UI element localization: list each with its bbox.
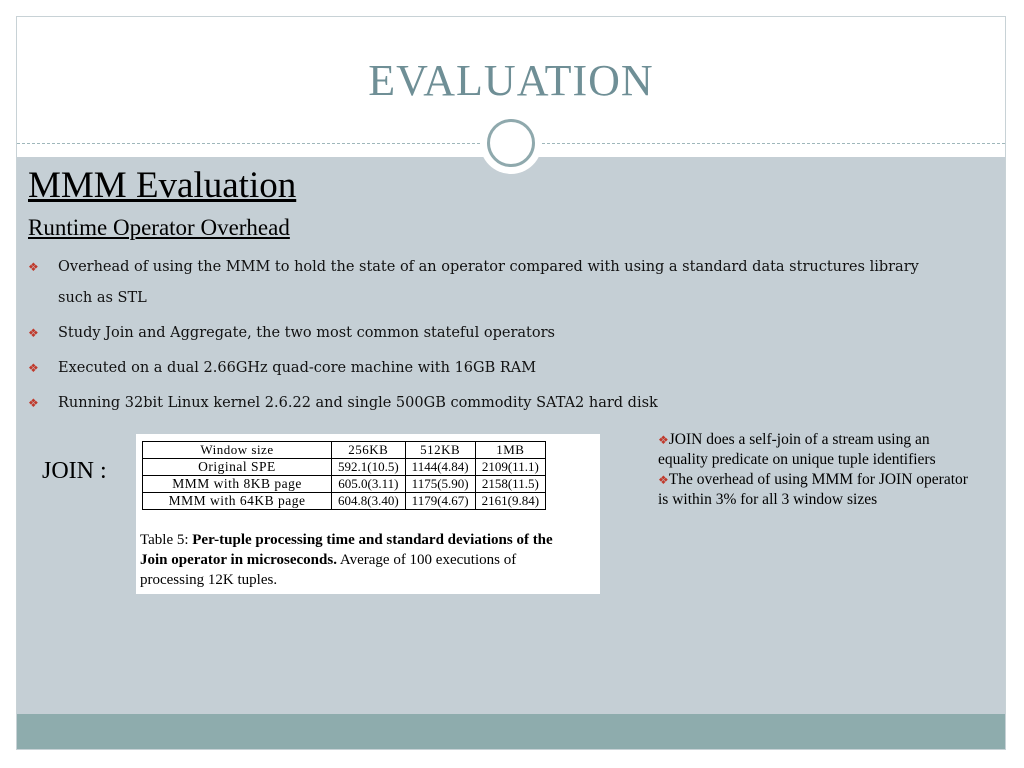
bullet-text: Running 32bit Linux kernel 2.6.22 and single 500GB commodity SATA2 hard disk bbox=[58, 395, 658, 411]
join-label: JOIN : bbox=[42, 458, 107, 484]
results-table-figure bbox=[136, 434, 600, 594]
table-row-label: MMM with 64KB page bbox=[143, 493, 332, 510]
slide-title: EVALUATION bbox=[368, 56, 654, 105]
section-heading: MMM Evaluation bbox=[28, 165, 297, 206]
note-item bbox=[658, 430, 972, 470]
table-row bbox=[143, 493, 546, 510]
bullet-item bbox=[28, 318, 948, 349]
note-item bbox=[658, 470, 972, 510]
diamond-bullet-icon: ❖ bbox=[28, 396, 39, 410]
table-cell: 2161(9.84) bbox=[475, 493, 545, 510]
note-text: JOIN does a self-join of a stream using an equality predicate on unique tuple identifiers bbox=[658, 431, 936, 468]
table-cell: 1175(5.90) bbox=[405, 476, 475, 493]
bullet-text: Executed on a dual 2.66GHz quad-core machine with 16GB RAM bbox=[58, 360, 537, 376]
table-row-label: Original SPE bbox=[143, 459, 332, 476]
note-text: The overhead of using MMM for JOIN operator is within 3% for all 3 window sizes bbox=[658, 471, 968, 508]
table-cell: 1179(4.67) bbox=[405, 493, 475, 510]
table-header-cell: Window size bbox=[143, 442, 332, 459]
results-table bbox=[142, 441, 546, 510]
table-header-row bbox=[143, 442, 546, 459]
diamond-bullet-icon: ❖ bbox=[28, 326, 39, 340]
table-cell: 2109(11.1) bbox=[475, 459, 545, 476]
table-cell: 604.8(3.40) bbox=[332, 493, 406, 510]
diamond-bullet-icon: ❖ bbox=[28, 260, 39, 274]
table-cell: 605.0(3.11) bbox=[332, 476, 406, 493]
bullet-item bbox=[28, 388, 948, 419]
caption-prefix: Table 5: bbox=[140, 532, 193, 548]
table-header-cell: 256KB bbox=[332, 442, 406, 459]
circle-ring-icon bbox=[487, 119, 535, 167]
diamond-bullet-icon: ❖ bbox=[658, 433, 669, 447]
table-cell: 2158(11.5) bbox=[475, 476, 545, 493]
caption-bold: Per-tuple processing time and standard deviations of the Join operator in microseconds. bbox=[140, 532, 553, 568]
table-cell: 1144(4.84) bbox=[405, 459, 475, 476]
table-row-label: MMM with 8KB page bbox=[143, 476, 332, 493]
diamond-bullet-icon: ❖ bbox=[28, 361, 39, 375]
bullet-item bbox=[28, 252, 948, 314]
section-subheading: Runtime Operator Overhead bbox=[28, 215, 290, 240]
table-caption bbox=[140, 530, 580, 590]
caption-rest: Average of 100 executions of processing 12K tuples. bbox=[140, 552, 517, 588]
diamond-bullet-icon: ❖ bbox=[658, 473, 669, 487]
side-notes bbox=[658, 430, 972, 510]
table-cell: 592.1(10.5) bbox=[332, 459, 406, 476]
table-header-cell: 1MB bbox=[475, 442, 545, 459]
bullet-text: Overhead of using the MMM to hold the state of an operator compared with using a standard data structures library such as STL bbox=[58, 259, 919, 306]
bullet-text: Study Join and Aggregate, the two most common stateful operators bbox=[58, 325, 555, 341]
footer-band bbox=[17, 714, 1005, 749]
table-row bbox=[143, 459, 546, 476]
table-header-cell: 512KB bbox=[405, 442, 475, 459]
bullet-list bbox=[28, 252, 948, 423]
bullet-item bbox=[28, 353, 948, 384]
table-row bbox=[143, 476, 546, 493]
